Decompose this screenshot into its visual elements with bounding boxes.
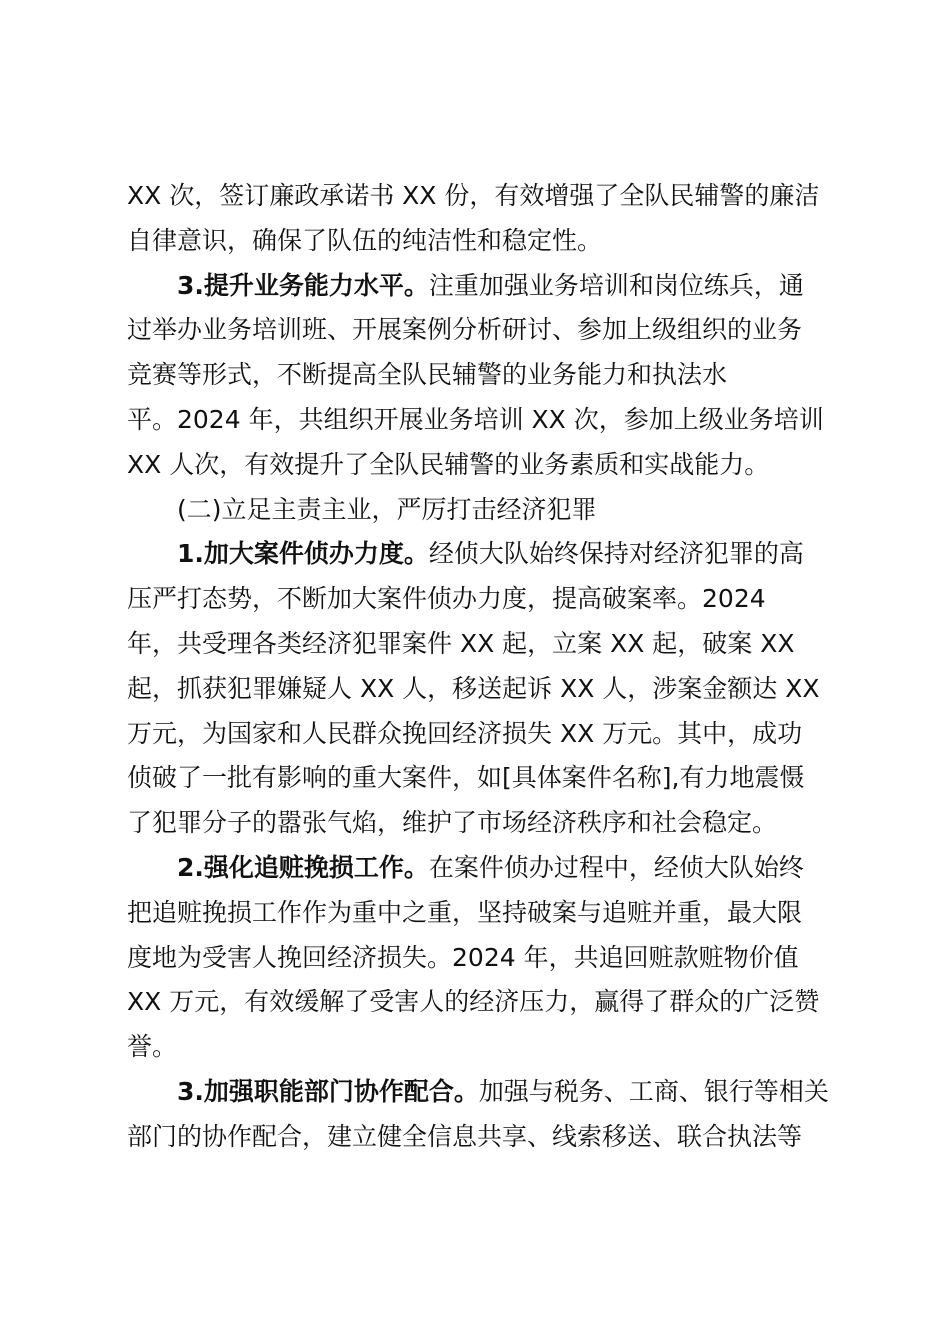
body-text: XX 万元，有效缓解了受害人的经济压力，赢得了群众的广泛赞 bbox=[127, 987, 820, 1017]
body-text: 万元，为国家和人民群众挽回经济损失 XX 万元。其中，成功 bbox=[127, 718, 803, 748]
body-text: 部门的协作配合，建立健全信息共享、线索移送、联合执法等 bbox=[127, 1121, 803, 1151]
body-text: 自律意识，确保了队伍的纯洁性和稳定性。 bbox=[127, 225, 603, 255]
body-text: 了犯罪分子的嚣张气焰，维护了市场经济秩序和社会稳定。 bbox=[127, 808, 778, 838]
body-text: 注重加强业务培训和岗位练兵，通 bbox=[428, 270, 804, 300]
text-line bbox=[127, 398, 839, 443]
body-text: 侦破了一批有影响的重大案件，如[具体案件名称],有力地震慑 bbox=[127, 763, 805, 793]
body-text: 经侦大队始终保持对经济犯罪的高 bbox=[428, 539, 804, 569]
text-line bbox=[127, 443, 839, 488]
body-text: 压严打态势，不断加大案件侦办力度，提高破案率。2024 bbox=[127, 584, 766, 614]
body-text: 把追赃挽损工作作为重中之重，坚持破案与追赃并重，最大限 bbox=[127, 897, 803, 927]
text-line bbox=[127, 846, 839, 891]
body-text: 竞赛等形式，不断提高全队民辅警的业务能力和执法水 bbox=[127, 360, 728, 390]
document-body bbox=[127, 174, 839, 1160]
text-line bbox=[127, 1070, 839, 1115]
body-text: 起，抓获犯罪嫌疑人 XX 人，移送起诉 XX 人，涉案金额达 XX bbox=[127, 673, 820, 703]
body-text: XX 次，签订廉政承诺书 XX 份，有效增强了全队民辅警的廉洁 bbox=[127, 181, 820, 210]
text-line bbox=[127, 667, 839, 712]
section-heading: 3.加强职能部门协作配合。 bbox=[177, 1076, 479, 1106]
text-line bbox=[127, 712, 839, 757]
body-text: 年，共受理各类经济犯罪案件 XX 起，立案 XX 起，破案 XX bbox=[127, 628, 795, 658]
text-line bbox=[127, 174, 839, 219]
text-line bbox=[127, 532, 839, 577]
text-line bbox=[127, 488, 839, 533]
text-line bbox=[127, 1025, 839, 1070]
section-heading: 2.强化追赃挽损工作。 bbox=[177, 852, 429, 882]
text-line bbox=[127, 308, 839, 353]
text-line bbox=[127, 980, 839, 1025]
body-text: 誉。 bbox=[127, 1032, 178, 1062]
text-line bbox=[127, 264, 839, 309]
text-line bbox=[127, 936, 839, 981]
text-line bbox=[127, 353, 839, 398]
body-text: (二)立足主责主业，严厉打击经济犯罪 bbox=[177, 494, 597, 524]
text-line bbox=[127, 219, 839, 264]
body-text: XX 人次，有效提升了全队民辅警的业务素质和实战能力。 bbox=[127, 449, 770, 479]
text-line bbox=[127, 756, 839, 801]
body-text: 平。2024 年，共组织开展业务培训 XX 次，参加上级业务培训 bbox=[127, 404, 824, 434]
text-line bbox=[127, 577, 839, 622]
body-text: 过举办业务培训班、开展案例分析研讨、参加上级组织的业务 bbox=[127, 315, 803, 345]
section-heading: 3.提升业务能力水平。 bbox=[177, 270, 429, 300]
text-line bbox=[127, 1115, 839, 1160]
body-text: 加强与税务、工商、银行等相关 bbox=[478, 1076, 829, 1106]
text-line bbox=[127, 801, 839, 846]
section-heading: 1.加大案件侦办力度。 bbox=[177, 539, 429, 569]
text-line bbox=[127, 622, 839, 667]
text-line bbox=[127, 891, 839, 936]
body-text: 度地为受害人挽回经济损失。2024 年，共追回赃款赃物价值 bbox=[127, 942, 799, 972]
body-text: 在案件侦办过程中，经侦大队始终 bbox=[428, 852, 804, 882]
